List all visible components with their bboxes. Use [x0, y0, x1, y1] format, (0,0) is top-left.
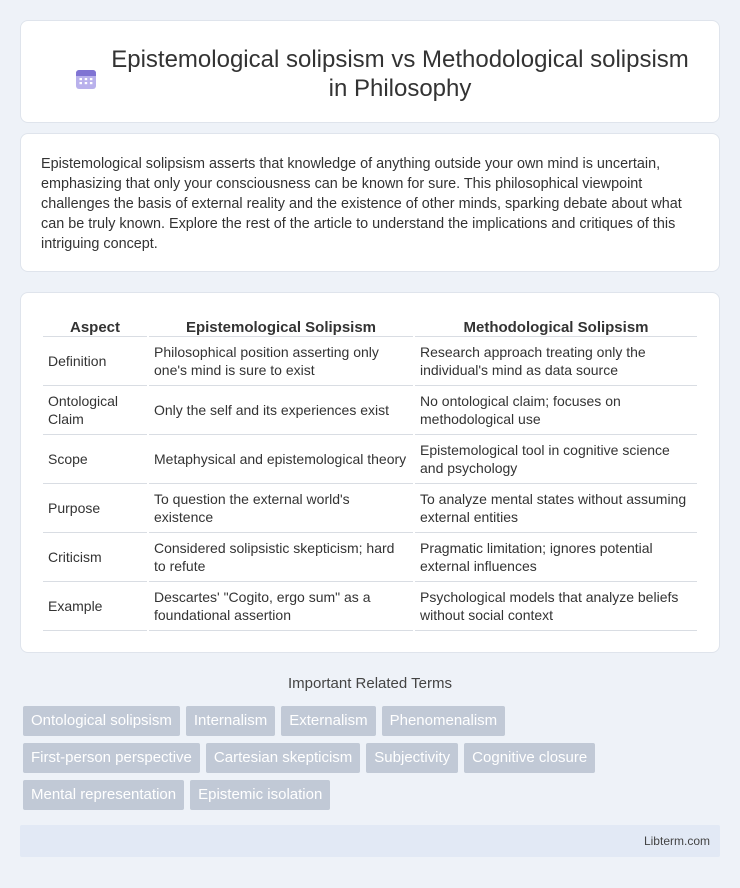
- row-epistemological: Only the self and its experiences exist: [149, 386, 413, 435]
- intro-paragraph: Epistemological solipsism asserts that knowledge of anything outside your own mind is uncertain, emphasizing that only your consciousness can be known for sure. This philosophical viewpoint challenges the basis of external reality and the existence of other minds, sparking debate about what can be truly known. Explore the rest of the article to understand the implications and critiques of this intriguing concept.: [41, 156, 682, 252]
- related-term-tag[interactable]: Ontological solipsism: [23, 706, 180, 736]
- column-header-methodological: Methodological Solipsism: [415, 315, 697, 337]
- row-methodological: To analyze mental states without assuming external entities: [415, 484, 697, 533]
- row-aspect: Example: [43, 582, 147, 631]
- related-terms-list: [23, 706, 683, 810]
- related-term-tag[interactable]: Internalism: [186, 706, 275, 736]
- related-term-tag[interactable]: Externalism: [281, 706, 375, 736]
- row-epistemological: Metaphysical and epistemological theory: [149, 435, 413, 484]
- related-term-tag[interactable]: Cartesian skepticism: [206, 743, 360, 773]
- row-methodological: Research approach treating only the individual's mind as data source: [415, 337, 697, 386]
- row-aspect: Scope: [43, 435, 147, 484]
- column-header-epistemological: Epistemological Solipsism: [149, 315, 413, 337]
- table-row: [43, 533, 697, 582]
- table-row: [43, 484, 697, 533]
- related-term-tag[interactable]: Mental representation: [23, 780, 184, 810]
- table-row: [43, 386, 697, 435]
- table-header-row: [43, 315, 697, 337]
- row-epistemological: Descartes' "Cogito, ergo sum" as a foundational assertion: [149, 582, 413, 631]
- related-term-tag[interactable]: Subjectivity: [366, 743, 458, 773]
- row-methodological: Epistemological tool in cognitive science and psychology: [415, 435, 697, 484]
- row-methodological: Pragmatic limitation; ignores potential external influences: [415, 533, 697, 582]
- row-aspect: Purpose: [43, 484, 147, 533]
- table-row: [43, 435, 697, 484]
- row-epistemological: Considered solipsistic skepticism; hard to refute: [149, 533, 413, 582]
- row-methodological: No ontological claim; focuses on methodological use: [415, 386, 697, 435]
- row-aspect: Criticism: [43, 533, 147, 582]
- comparison-card: [20, 292, 720, 653]
- table-row: [43, 337, 697, 386]
- page-title: Epistemological solipsism vs Methodological solipsism in Philosophy: [111, 46, 689, 102]
- related-terms-heading: Important Related Terms: [288, 675, 452, 692]
- column-header-aspect: Aspect: [43, 315, 147, 337]
- footer-bar: [20, 825, 720, 857]
- row-aspect: Definition: [43, 337, 147, 386]
- table-row: [43, 582, 697, 631]
- footer-site-link[interactable]: Libterm.com: [643, 834, 710, 848]
- comparison-table: [41, 315, 699, 631]
- calendar-icon: [74, 67, 98, 91]
- title-card: [20, 20, 720, 123]
- intro-card: [20, 133, 720, 272]
- related-term-tag[interactable]: Epistemic isolation: [190, 780, 330, 810]
- row-epistemological: To question the external world's existence: [149, 484, 413, 533]
- row-aspect: Ontological Claim: [43, 386, 147, 435]
- related-term-tag[interactable]: Phenomenalism: [382, 706, 506, 736]
- row-epistemological: Philosophical position asserting only one's mind is sure to exist: [149, 337, 413, 386]
- related-term-tag[interactable]: Cognitive closure: [464, 743, 595, 773]
- related-term-tag[interactable]: First-person perspective: [23, 743, 200, 773]
- row-methodological: Psychological models that analyze beliefs without social context: [415, 582, 697, 631]
